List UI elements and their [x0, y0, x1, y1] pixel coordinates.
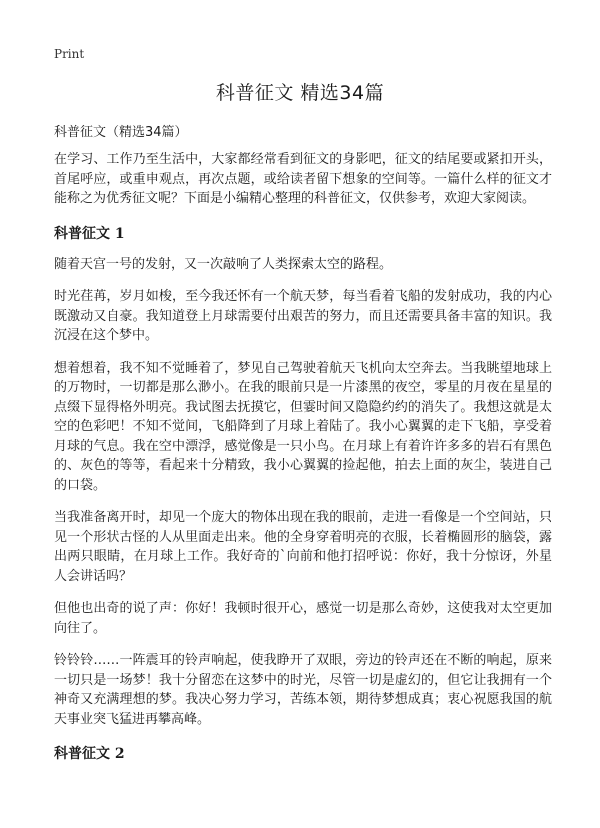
document-title: 科普征文 精选34篇: [215, 82, 385, 104]
section-1-paragraph-1: 随着天宫一号的发射，又一次敲响了人类探索太空的路程。: [54, 256, 393, 272]
section-1-paragraph-5: 但他也出奇的说了声：你好！我顿时很开心，感觉一切是那么奇妙，这使我对太空更加向往了。: [54, 601, 552, 636]
section-heading-2: 科普征文 2: [54, 746, 125, 762]
section-1-paragraph-6: 铃铃铃……一阵震耳的铃声响起，使我睁开了双眼，旁边的铃声还在不断的响起，原来一切只是一场梦！我十分留恋在这梦中的时光，尽管一切是虚幻的，但它让我拥有一个神奇又充满理想的梦。我决心努力学习，苦练本领，期待梦想成真；衷心祝愿我国的航天事业突飞猛进再攀高峰。: [54, 653, 552, 727]
section-1-paragraph-4: 当我准备离开时，却见一个庞大的物体出现在我的眼前，走进一看像是一个空间站，只见一个形状古怪的人从里面走出来。他的全身穿着明亮的衣服，长着椭圆形的脑袋，露出两只眼睛，在月球上工作。我好奇的`向前和他打招呼说：你好，我十分惊讶，外星人会讲话吗？: [54, 510, 552, 584]
section-1-paragraph-3: 想着想着，我不知不觉睡着了，梦见自己驾驶着航天飞机向太空奔去。当我眺望地球上的万物时，一切都是那么渺小。在我的眼前只是一片漆黑的夜空，零星的月夜在星星的点缀下显得格外明亮。我试图去抚摸它，但霎时间又隐隐约约的消失了。我想这就是太空的色彩吧！不知不觉间，飞船降到了月球上着陆了。我小心翼翼的走下飞船，享受着月球的气息。我在空中漂浮，感觉像是一只小鸟。在月球上有着许许多多的岩石有黑色的、灰色的等等，看起来十分精致，我小心翼翼的捡起他，拍去上面的灰尘，装进自己的口袋。: [54, 360, 552, 493]
intro-paragraph: 在学习、工作乃至生活中，大家都经常看到征文的身影吧，征文的结尾要或紧扣开头，首尾呼应，或重申观点，再次点题，或给读者留下想象的空间等。一篇什么样的征文才能称之为优秀征文呢？下面是小编精心整理的科普征文，仅供参考，欢迎大家阅读。: [54, 152, 552, 206]
section-heading-1: 科普征文 1: [54, 225, 125, 242]
print-link[interactable]: Print: [54, 47, 85, 61]
section-1-paragraph-2: 时光荏苒，岁月如梭，至今我还怀有一个航天梦，每当看着飞船的发射成功，我的内心既激动又自豪。我知道登上月球需要付出艰苦的努力，而且还需要具备丰富的知识。我沉浸在这个梦中。: [54, 289, 552, 343]
article-body: [54, 150, 552, 763]
document-subtitle: 科普征文（精选34篇）: [54, 125, 188, 140]
